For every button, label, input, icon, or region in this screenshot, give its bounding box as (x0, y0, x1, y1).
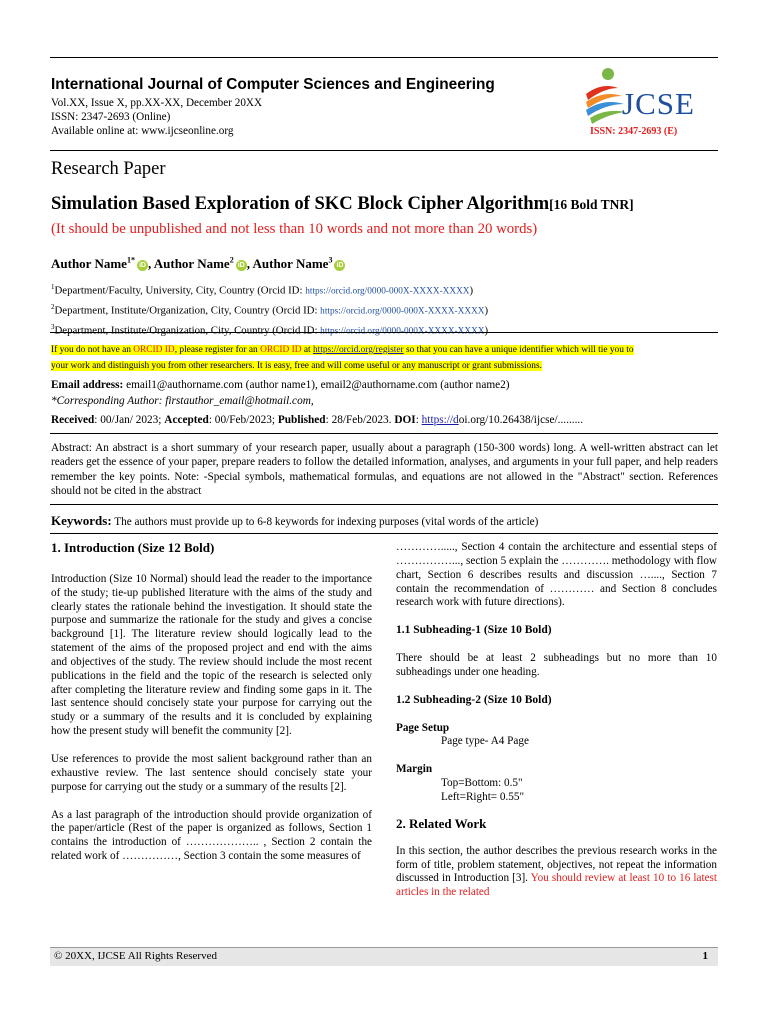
section-heading-related-work: 2. Related Work (396, 815, 487, 831)
header-rule (50, 150, 718, 151)
orcid-link[interactable]: https://orcid.org/0000-000X-XXXX-XXXX (320, 306, 485, 317)
author-1: Author Name$^{1*}$iD , (51, 256, 154, 272)
intro-paragraph-1: Introduction (Size 10 Normal) should lead the reader to the importance of the study; tie-up published literature with the aims of the study and clearly states the rationale behind the investigation. It should state the purpose and summarize the rationale for the study and gives a concise background [1]. The literature review should logically lead to the statement of the aims of the proposed project and end with the aims and objectives of the study. The review should include the most recent publications in the field and the topic of the research is selected only after completing the literature review and finding some gaps in it. The last sentence should concisely state your purpose for carrying out the study or a summary of the results and it is concluded by explaining how the present study will benefit the community [2]. (51, 572, 372, 738)
top-rule (50, 57, 718, 58)
volume-line: Vol.XX, Issue X, pp.XX-XX, December 20XX (51, 97, 263, 109)
orcid-register-link[interactable]: https://orcid.org/register (312, 345, 404, 355)
dates-line: Received: 00/Jan/ 2023; Accepted: 00/Feb/2023; Published: 28/Feb/2023. DOI: https://doi.org/10.26438/ijcse/......... (51, 414, 584, 426)
intro-paragraph-2: Use references to provide the most salient background rather than an exhaustive review. The last sentence should concisely state your purpose for carrying out the study or a summary of the results [2]. (51, 752, 372, 793)
affiliation-rule (50, 332, 718, 333)
author-list (51, 256, 345, 272)
intro-paragraph-continued: …………....., Section 4 contain the architecture and essential steps of ……………..., section 5 explain the …………. methodology with flow chart, Section 6 describes results and discussion …...., Section 7 contain the recommendation of ………… and Section 8 concludes research work with future directions). (396, 541, 717, 609)
margin-left-right: Left=Right= 0.55" (441, 790, 525, 803)
page-number: 1 (702, 950, 708, 962)
doi-link[interactable]: https://d (421, 414, 459, 426)
email-line: Email address: email1@authorname.com (author name1), email2@authorname.com (author name2) (51, 379, 510, 391)
logo-text: JCSE (622, 86, 695, 121)
orcid-icon[interactable]: iD (336, 261, 344, 269)
margin-top-bottom: Top=Bottom: 0.5" (441, 777, 523, 790)
orcid-icon[interactable]: iD (138, 261, 146, 269)
footer-bar (50, 947, 718, 966)
intro-paragraph-3: As a last paragraph of the introduction should provide organization of the paper/article (Rest of the paper is organized as follows, Section 1 contains the introduction of ……………….. , Section 2 contain the related work of ……………, Section 3 contain the some measures of (51, 808, 372, 863)
orcid-notice: If you do not have an ORCID ID, please register for an ORCID ID at https://orcid.org/register so that you can have a unique identifier which will tie you to your work and distinguish you from other researchers. It is easy, free and will come useful or any manuscript or grant submissions. (51, 345, 634, 371)
orcid-link[interactable]: https://orcid.org/0000-000X-XXXX-XXXX (305, 286, 470, 297)
subheading-2: 1.2 Subheading-2 (Size 10 Bold) (396, 693, 552, 706)
author-2: Author Name$^2$iD , (153, 256, 253, 272)
keywords-rule (50, 533, 718, 534)
available-online-line: Available online at: www.ijcseonline.org (51, 125, 234, 137)
keywords: Keywords: The authors must provide up to 6-8 keywords for indexing purposes (vital words of the article) (51, 513, 539, 528)
left-column (51, 541, 372, 864)
affiliation-2: $^2$Department, Institute/Organization, City, Country (Orcid ID: https://orcid.org/0000-000X-XXXX-XXXX) (51, 303, 489, 317)
subheading-1-text: There should be at least 2 subheadings but no more than 10 subheadings under one heading. (396, 652, 717, 678)
corresponding-author: *Corresponding Author: firstauthor_email@hotmail.com, (51, 395, 314, 407)
title-main: Simulation Based Exploration of SKC Block Cipher Algorithm (51, 193, 550, 214)
orcid-link[interactable]: https://orcid.org/0000-000X-XXXX-XXXX (320, 326, 485, 337)
right-column (396, 541, 717, 900)
journal-title: International Journal of Computer Sciences and Engineering (51, 76, 495, 93)
margin-label: Margin (396, 763, 433, 776)
issn-line: ISSN: 2347-2693 (Online) (51, 111, 171, 123)
page-type: Page type- A4 Page (441, 735, 529, 748)
abstract: Abstract: An abstract is a short summary of your research paper, usually about a paragraph (150-300 words) long. A well-written abstract can let readers get the essence of your paper, prepare readers to follow the detailed information, analyses, and arguments in your full paper, and help readers remember the key points. Note: -Special symbols, mathematical formulas, and equations are not allowed in the "Abstract" section. References should not be cited in the abstract (51, 442, 718, 498)
title-subtitle: (It should be unpublished and not less than 10 words and not more than 20 words) (51, 221, 538, 237)
logo-issn: ISSN: 2347-2693 (E) (590, 126, 678, 137)
affiliation-1: $^1$Department/Faculty, University, City, Country (Orcid ID: https://orcid.org/0000-000X-XXXX-XXXX) (51, 283, 474, 297)
abstract-rule (50, 504, 718, 505)
subheading-1: 1.1 Subheading-1 (Size 10 Bold) (396, 624, 552, 637)
ijcse-logo (582, 66, 716, 140)
affiliation-3: $^3$Department, Institute/Organization, City, Country (Orcid ID: https://orcid.org/0000-000X-XXXX-XXXX) (51, 323, 489, 337)
title-note: [16 Bold TNR] (549, 197, 634, 212)
related-work-paragraph: In this section, the author describes the previous research works in the form of title, problem statement, objectives, not repeat the information discussed in Introduction [3]. You should review at least 10 to 16 latest articles in the related (396, 844, 717, 899)
dates-rule (50, 433, 718, 434)
footer-copyright: © 20XX, IJCSE All Rights Reserved (54, 950, 217, 962)
paper-type: Research Paper (51, 159, 166, 179)
page-setup-label: Page Setup (396, 721, 450, 734)
section-heading-introduction: 1. Introduction (Size 12 Bold) (51, 540, 215, 555)
orcid-icon[interactable]: iD (237, 261, 245, 269)
author-3: Author Name$^3$iD (252, 256, 344, 272)
paper-title (51, 193, 634, 215)
